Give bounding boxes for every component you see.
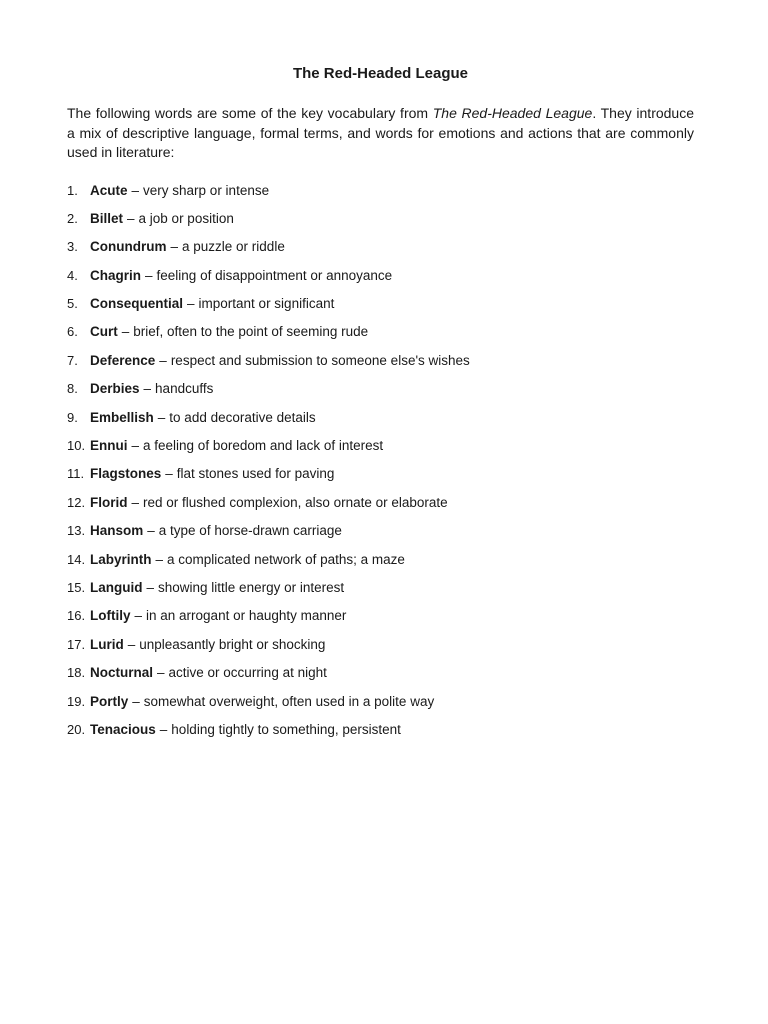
- page-title: The Red-Headed League: [292, 65, 469, 82]
- list-item-entry: [90, 574, 344, 602]
- list-item-entry: [90, 205, 234, 233]
- term-separator: –: [155, 551, 164, 567]
- vocab-definition: important or significant: [198, 296, 335, 312]
- list-item: [67, 347, 694, 375]
- vocab-term: Loftily: [90, 608, 131, 624]
- list-item: [67, 659, 694, 687]
- list-item: [67, 489, 694, 517]
- list-item-entry: [90, 177, 269, 205]
- vocab-definition: a complicated network of paths; a maze: [167, 551, 405, 567]
- vocab-term: Conundrum: [90, 239, 167, 255]
- list-item-number: 19.: [67, 693, 86, 709]
- vocab-term: Consequential: [90, 296, 184, 312]
- list-item-number: 5.: [67, 296, 78, 312]
- term-separator: –: [132, 693, 140, 709]
- list-item: [67, 574, 694, 602]
- term-separator: –: [127, 210, 135, 226]
- vocab-term: Languid: [90, 579, 143, 595]
- list-item-number: 14.: [67, 551, 86, 567]
- list-item-number: 18.: [67, 665, 86, 681]
- list-item-entry: [90, 460, 334, 488]
- list-item-number: 20.: [67, 721, 86, 737]
- vocab-term: Florid: [90, 494, 128, 510]
- vocab-term: Derbies: [90, 381, 140, 397]
- term-separator: –: [134, 608, 143, 624]
- list-item-number: 13.: [67, 523, 86, 539]
- list-item: [67, 318, 694, 346]
- term-separator: –: [170, 239, 179, 255]
- vocab-term: Embellish: [90, 409, 154, 425]
- list-item-number: 16.: [67, 608, 86, 624]
- vocab-term: Billet: [90, 210, 124, 226]
- list-item: [67, 688, 694, 716]
- term-separator: –: [146, 579, 155, 595]
- term-separator: –: [131, 438, 140, 454]
- list-item-number: 4.: [67, 267, 78, 283]
- vocab-definition: handcuffs: [155, 381, 214, 397]
- list-item-entry: [90, 489, 448, 517]
- list-item: [67, 602, 694, 630]
- list-item-entry: [90, 517, 342, 545]
- list-item-entry: [90, 404, 316, 432]
- vocab-definition: red or flushed complexion, also ornate or elaborate: [143, 494, 448, 510]
- list-item-number: 10.: [67, 438, 86, 454]
- vocab-term: Labyrinth: [90, 551, 152, 567]
- list-item: [67, 233, 694, 261]
- list-item-number: 11.: [67, 466, 85, 482]
- vocab-definition: respect and submission to someone else's wishes: [170, 352, 470, 368]
- list-item-number: 17.: [67, 636, 86, 652]
- vocab-definition: active or occurring at night: [168, 665, 327, 681]
- term-separator: –: [131, 182, 140, 198]
- list-item: [67, 290, 694, 318]
- vocab-definition: very sharp or intense: [143, 182, 270, 198]
- list-item-entry: [90, 631, 325, 659]
- vocab-definition: a puzzle or riddle: [182, 239, 285, 255]
- list-item: [67, 205, 694, 233]
- list-item-number: 9.: [67, 409, 78, 425]
- vocab-definition: in an arrogant or haughty manner: [146, 608, 347, 624]
- term-separator: –: [131, 494, 140, 510]
- vocab-term: Nocturnal: [90, 665, 154, 681]
- term-separator: –: [147, 523, 155, 539]
- vocab-term: Ennui: [90, 438, 128, 454]
- vocab-definition: brief, often to the point of seeming rude: [133, 324, 369, 340]
- vocab-definition: somewhat overweight, often used in a polite way: [143, 693, 435, 709]
- list-item-number: 15.: [67, 579, 86, 595]
- intro-text-before: The following words are some of the key vocabulary from: [67, 105, 433, 121]
- vocab-term: Deference: [90, 352, 156, 368]
- list-item-entry: [90, 318, 368, 346]
- vocab-term: Flagstones: [90, 466, 162, 482]
- term-separator: –: [127, 636, 136, 652]
- list-item: [67, 517, 694, 545]
- list-item-entry: [90, 688, 434, 716]
- vocab-definition: a type of horse-drawn carriage: [158, 523, 342, 539]
- term-separator: –: [187, 296, 195, 312]
- list-item-entry: [90, 659, 327, 687]
- list-item: [67, 177, 694, 205]
- vocab-term: Portly: [90, 693, 129, 709]
- term-separator: –: [165, 466, 173, 482]
- list-item-number: 12.: [67, 494, 86, 510]
- term-separator: –: [159, 352, 167, 368]
- vocab-definition: holding tightly to something, persistent: [171, 721, 401, 737]
- list-item-entry: [90, 290, 334, 318]
- list-item: [67, 716, 694, 744]
- term-separator: –: [157, 665, 165, 681]
- list-item-entry: [90, 716, 401, 744]
- vocab-term: Acute: [90, 182, 128, 198]
- term-separator: –: [157, 409, 166, 425]
- list-item: [67, 546, 694, 574]
- list-item: [67, 460, 694, 488]
- term-separator: –: [145, 267, 153, 283]
- vocabulary-list: [67, 177, 694, 745]
- vocab-term: Tenacious: [90, 721, 156, 737]
- vocab-definition: a feeling of boredom and lack of interest: [143, 438, 384, 454]
- intro-paragraph: [67, 104, 694, 163]
- list-item-entry: [90, 546, 405, 574]
- list-item: [67, 262, 694, 290]
- list-item: [67, 432, 694, 460]
- term-separator: –: [159, 721, 168, 737]
- term-separator: –: [143, 381, 152, 397]
- list-item-number: 3.: [67, 239, 78, 255]
- vocab-definition: showing little energy or interest: [158, 579, 345, 595]
- list-item-number: 6.: [67, 324, 78, 340]
- vocab-definition: unpleasantly bright or shocking: [139, 636, 326, 652]
- vocab-term: Curt: [90, 324, 118, 340]
- vocab-definition: a job or position: [138, 210, 234, 226]
- term-separator: –: [121, 324, 130, 340]
- list-item-entry: [90, 347, 470, 375]
- vocab-term: Chagrin: [90, 267, 142, 283]
- vocab-definition: to add decorative details: [169, 409, 316, 425]
- intro-book-title: The Red-Headed League: [432, 105, 593, 121]
- list-item-entry: [90, 233, 285, 261]
- list-item-entry: [90, 375, 213, 403]
- vocab-term: Hansom: [90, 523, 144, 539]
- vocab-term: Lurid: [90, 636, 124, 652]
- list-item: [67, 404, 694, 432]
- list-item: [67, 631, 694, 659]
- list-item-number: 7.: [67, 352, 78, 368]
- list-item-number: 2.: [67, 210, 78, 226]
- list-item-number: 1.: [67, 182, 78, 198]
- list-item-entry: [90, 602, 346, 630]
- list-item-entry: [90, 432, 383, 460]
- vocab-definition: flat stones used for paving: [176, 466, 335, 482]
- vocab-definition: feeling of disappointment or annoyance: [156, 267, 393, 283]
- list-item-number: 8.: [67, 381, 78, 397]
- list-item: [67, 375, 694, 403]
- intro-text-after: . They introduce a mix of descriptive language, formal terms, and words for emotions and actions that are commonly used in literature:: [67, 105, 695, 160]
- list-item-entry: [90, 262, 392, 290]
